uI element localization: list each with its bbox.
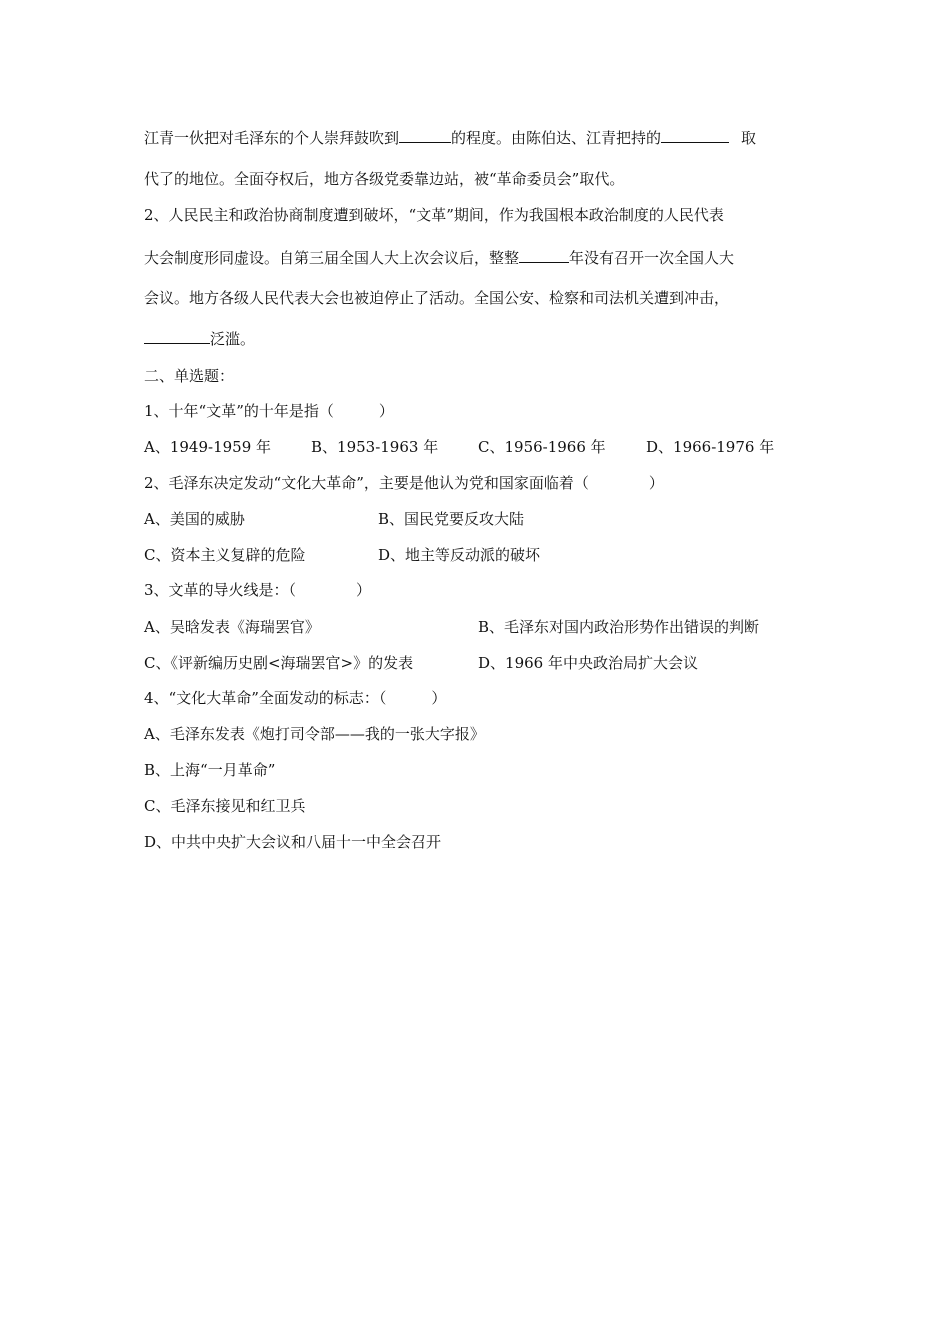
- text-segment: 取: [741, 129, 757, 147]
- paragraph-2-line-1: 2、人民民主和政治协商制度遭到破坏，“文革”期间，作为我国根本政治制度的人民代表: [144, 206, 724, 224]
- text-segment: 泛滥。: [210, 330, 256, 348]
- question-stem: 3、文革的导火线是：（ ）: [144, 581, 372, 599]
- option-a[interactable]: A、毛泽东发表《炮打司令部——我的一张大字报》: [144, 725, 485, 743]
- answer-blank[interactable]: [661, 127, 729, 143]
- option-c[interactable]: C、《评新编历史剧<海瑞罢官>》的发表: [144, 654, 414, 672]
- option-b[interactable]: B、1953-1963 年: [311, 438, 439, 456]
- option-c[interactable]: C、1956-1966 年: [478, 438, 606, 456]
- option-a[interactable]: A、1949-1959 年: [144, 438, 272, 456]
- answer-blank[interactable]: [519, 247, 569, 263]
- paragraph-2-line-4: [144, 328, 255, 349]
- option-c[interactable]: C、毛泽东接见和红卫兵: [144, 797, 306, 815]
- paragraph-2-line-3: 会议。地方各级人民代表大会也被迫停止了活动。全国公安、检察和司法机关遭到冲击，: [144, 289, 730, 307]
- question-stem: 4、“文化大革命”全面发动的标志：（ ）: [144, 689, 447, 707]
- option-d[interactable]: D、1966-1976 年: [646, 438, 775, 456]
- question-stem: 2、毛泽东决定发动“文化大革命”，主要是他认为党和国家面临着（ ）: [144, 474, 664, 492]
- section-title: 二、单选题：: [144, 367, 235, 385]
- paragraph-1-line-2: 代了的地位。全面夺权后，地方各级党委靠边站，被“革命委员会”取代。: [144, 170, 625, 188]
- option-d[interactable]: D、地主等反动派的破坏: [378, 546, 541, 564]
- text-segment: 江青一伙把对毛泽东的个人崇拜鼓吹到: [144, 129, 400, 147]
- text-segment: 的程度。由陈伯达、江青把持的: [451, 129, 662, 147]
- option-b[interactable]: B、国民党要反攻大陆: [378, 510, 525, 528]
- option-c[interactable]: C、资本主义复辟的危险: [144, 546, 306, 564]
- option-a[interactable]: A、吴晗发表《海瑞罢官》: [144, 618, 320, 636]
- option-b[interactable]: B、上海“一月革命”: [144, 761, 276, 779]
- paragraph-1-line-1: [144, 127, 756, 148]
- paragraph-2-line-2: [144, 247, 734, 268]
- text-segment: 年没有召开一次全国人大: [569, 249, 735, 267]
- answer-blank[interactable]: [144, 328, 210, 344]
- option-b[interactable]: B、毛泽东对国内政治形势作出错误的判断: [478, 618, 760, 636]
- option-a[interactable]: A、美国的威胁: [144, 510, 245, 528]
- text-segment: 大会制度形同虚设。自第三届全国人大上次会议后，整整: [144, 249, 520, 267]
- option-d[interactable]: D、1966 年中央政治局扩大会议: [478, 654, 698, 672]
- question-stem: 1、十年“文革”的十年是指（ ）: [144, 402, 394, 420]
- answer-blank[interactable]: [399, 127, 451, 143]
- option-d[interactable]: D、中共中央扩大会议和八届十一中全会召开: [144, 833, 442, 851]
